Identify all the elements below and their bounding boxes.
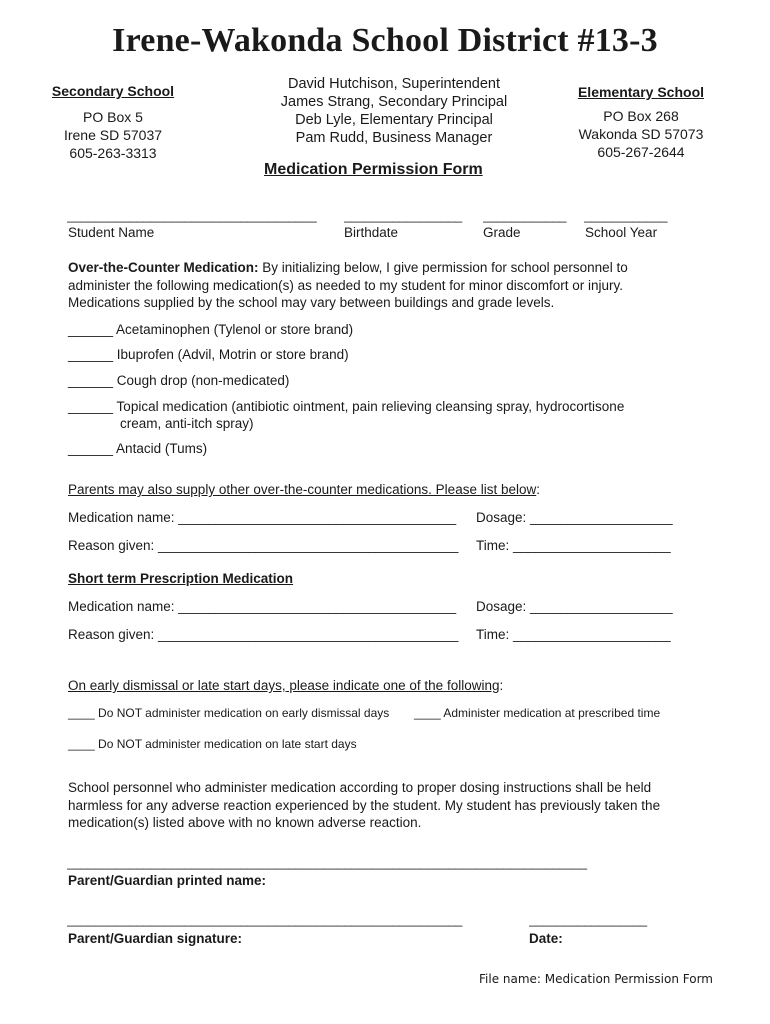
prescription-heading: Short term Prescription Medication: [68, 571, 294, 586]
parents-supply-colon: :: [536, 482, 540, 497]
elementary-school-name: Elementary School: [577, 84, 705, 100]
otc-item-ibuprofen[interactable]: ______ Ibuprofen (Advil, Motrin or store brand): [68, 347, 349, 362]
agreement-paragraph: School personnel who administer medication according to proper dosing instructions shall be held harmless for any adverse reaction experienced by the student. My student has previously taken the medication(s) listed above with no known adverse reaction.: [68, 780, 661, 830]
secondary-city: Irene SD 57037: [63, 127, 163, 143]
otc-item-topical[interactable]: ______ Topical medication (antibiotic ointment, pain relieving cleansing spray, hydrocortisone: [68, 399, 625, 414]
staff-elementary-principal: Deb Lyle, Elementary Principal: [295, 112, 493, 128]
student-name-label: Student Name: [68, 225, 155, 240]
birthdate-label: Birthdate: [344, 225, 399, 240]
parent-signature-field[interactable]: _________________________________________________________: [67, 912, 463, 927]
otc-heading: Over-the-Counter Medication:: [68, 260, 259, 275]
elementary-school-address: [566, 107, 716, 161]
prescription-time-field[interactable]: Time: _____________________: [476, 627, 671, 642]
dismissal-heading-text: On early dismissal or late start days, please indicate one of the following: [68, 678, 500, 693]
file-name-footer: File name: Medication Permission Form: [479, 972, 713, 986]
parent-printed-name-label: Parent/Guardian printed name:: [68, 873, 267, 888]
staff-list: [244, 75, 544, 147]
parent-signature-label: Parent/Guardian signature:: [68, 931, 243, 946]
elementary-po-box: PO Box 268: [603, 108, 679, 124]
parents-dosage-field[interactable]: Dosage: ___________________: [476, 510, 673, 525]
secondary-school-address: [38, 108, 188, 162]
otc-item-antacid[interactable]: ______ Antacid (Tums): [68, 441, 208, 456]
otc-item-topical-continued: cream, anti-itch spray): [120, 416, 254, 431]
form-title: Medication Permission Form: [264, 161, 483, 178]
prescription-dosage-field[interactable]: Dosage: ___________________: [476, 599, 673, 614]
school-year-label: School Year: [585, 225, 658, 240]
dismissal-option-prescribed-time[interactable]: ____ Administer medication at prescribed time: [414, 706, 661, 720]
dismissal-heading: [68, 678, 503, 693]
elementary-phone: 605-267-2644: [597, 144, 685, 160]
elementary-city: Wakonda SD 57073: [578, 126, 704, 142]
secondary-school-name: Secondary School: [51, 83, 175, 99]
otc-paragraph: [68, 259, 688, 312]
grade-label: Grade: [483, 225, 521, 240]
otc-item-acetaminophen[interactable]: ______ Acetaminophen (Tylenol or store brand): [68, 322, 354, 337]
parents-time-field[interactable]: Time: _____________________: [476, 538, 671, 553]
secondary-po-box: PO Box 5: [83, 109, 143, 125]
otc-text: By initializing below, I give permission for school personnel to administer the following medication(s) as needed to my student for minor discomfort or injury. Medications supplied by the school may vary between buildings and grade levels.: [68, 260, 628, 310]
parents-supply-heading-text: Parents may also supply other over-the-counter medications. Please list below: [68, 482, 537, 497]
staff-secondary-principal: James Strang, Secondary Principal: [280, 94, 508, 110]
parents-medication-name-field[interactable]: Medication name: _____________________________________: [68, 510, 457, 525]
secondary-phone: 605-263-3313: [69, 145, 157, 161]
district-title: Irene-Wakonda School District #13-3: [112, 22, 658, 59]
dismissal-option-no-early[interactable]: ____ Do NOT administer medication on early dismissal days: [68, 706, 390, 720]
secondary-school-block: [38, 83, 188, 162]
staff-business-manager: Pam Rudd, Business Manager: [295, 130, 493, 146]
dismissal-option-no-late[interactable]: ____ Do NOT administer medication on late start days: [68, 737, 357, 751]
elementary-school-block: [566, 84, 716, 161]
prescription-reason-field[interactable]: Reason given: ________________________________________: [68, 627, 459, 642]
date-label: Date:: [529, 931, 563, 946]
prescription-medication-name-field[interactable]: Medication name: _____________________________________: [68, 599, 457, 614]
student-name-field[interactable]: ____________________________________: [67, 208, 317, 223]
parents-supply-heading: [68, 482, 540, 497]
parent-printed-name-field[interactable]: ___________________________________________________________________________: [67, 855, 587, 870]
grade-field[interactable]: ____________: [483, 208, 567, 223]
dismissal-colon: :: [499, 678, 504, 693]
otc-item-cough-drop[interactable]: ______ Cough drop (non-medicated): [68, 373, 290, 388]
signature-date-field[interactable]: _________________: [529, 912, 647, 927]
parents-reason-field[interactable]: Reason given: ________________________________________: [68, 538, 459, 553]
birthdate-field[interactable]: _________________: [344, 208, 462, 223]
staff-superintendent: David Hutchison, Superintendent: [288, 76, 500, 92]
school-year-field[interactable]: ____________: [584, 208, 668, 223]
